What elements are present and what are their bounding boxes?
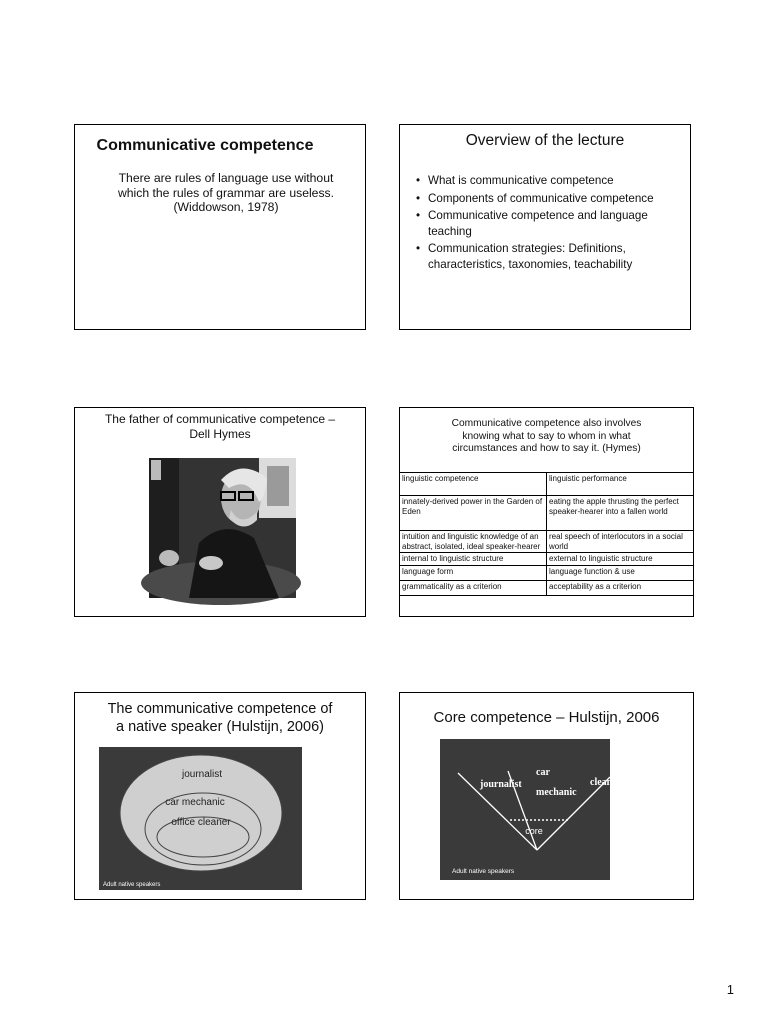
competence-performance-table [400,472,693,596]
table-row [400,580,693,595]
table-cell: intuition and linguistic knowledge of an abstract, isolated, ideal speaker-hearer [400,531,547,553]
slide-dell-hymes [74,407,366,617]
cleaner-label: cleaner [590,777,622,788]
figure-caption: Adult native speakers [452,868,515,875]
page-number: 1 [726,982,734,997]
title-line: circumstances and how to say it. (Hymes) [452,443,641,454]
table-row [400,473,693,496]
table-row [400,553,693,566]
table-row [400,531,693,553]
table-cell: linguistic competence [400,473,547,496]
core-label: core [525,826,543,836]
table-cell: external to linguistic structure [547,553,694,566]
title-line: The communicative competence of [107,701,333,717]
slide-core-competence [399,692,694,900]
title-line: knowing what to say to whom in what [462,430,631,442]
portrait-photo [149,458,296,598]
mechanic-label: mechanic [536,787,577,798]
quote-citation: (Widdowson, 1978) [173,200,279,214]
journalist-label: journalist [480,779,522,790]
table-row [400,565,693,580]
slide-title: Communicative competence [96,137,314,154]
ellipse-diagram [99,747,302,890]
slide-title: Overview of the lecture [465,132,625,149]
table-cell: real speech of interlocutors in a social world [547,531,694,553]
title-line: Communicative competence also involves [451,418,642,429]
slide-title [400,418,693,456]
list-item: • Components of communicative competence [416,191,680,207]
table-cell: grammaticality as a criterion [400,580,547,595]
widdowson-quote [105,171,347,215]
quote-line: There are rules of language use without [118,171,334,185]
table-cell: language function & use [547,565,694,580]
nested-ellipse-diagram [99,747,302,890]
table-cell: innately-derived power in the Garden of Eden [400,496,547,531]
middle-label: car mechanic [165,797,225,808]
table-cell: acceptability as a criterion [547,580,694,595]
v-diagram [440,739,622,880]
table-cell: internal to linguistic structure [400,553,547,566]
title-line: Dell Hymes [189,427,251,441]
inner-label: office cleaner [171,817,231,828]
slide-title [75,700,365,736]
list-item: • Communication strategies: Definitions, characteristics, taxonomies, teachability [416,241,680,272]
outer-label: journalist [181,769,223,780]
quote-line: which the rules of grammar are useless. [117,185,335,200]
slide-title: Core competence – Hulstijn, 2006 [433,709,660,726]
title-line: The father of communicative competence – [104,412,336,426]
slide-native-speaker [74,692,366,900]
figure-caption: Adult native speakers [103,882,161,888]
table-cell: language form [400,565,547,580]
slide-overview [399,124,691,330]
title-line: a native speaker (Hulstijn, 2006) [116,719,324,735]
core-competence-diagram [440,739,622,880]
overview-list [416,173,680,274]
car-label: car [536,767,550,778]
list-item: • What is communicative competence [416,173,680,189]
table-cell: eating the apple thrusting the perfect speaker-hearer into a fallen world [547,496,694,531]
portrait-illustration [149,458,296,598]
slide-title [75,412,365,442]
table-cell: linguistic performance [547,473,694,496]
slide-hymes-table [399,407,694,617]
slide-communicative-competence [74,124,366,330]
list-item: • Communicative competence and language teaching [416,208,680,239]
table-row [400,496,693,531]
